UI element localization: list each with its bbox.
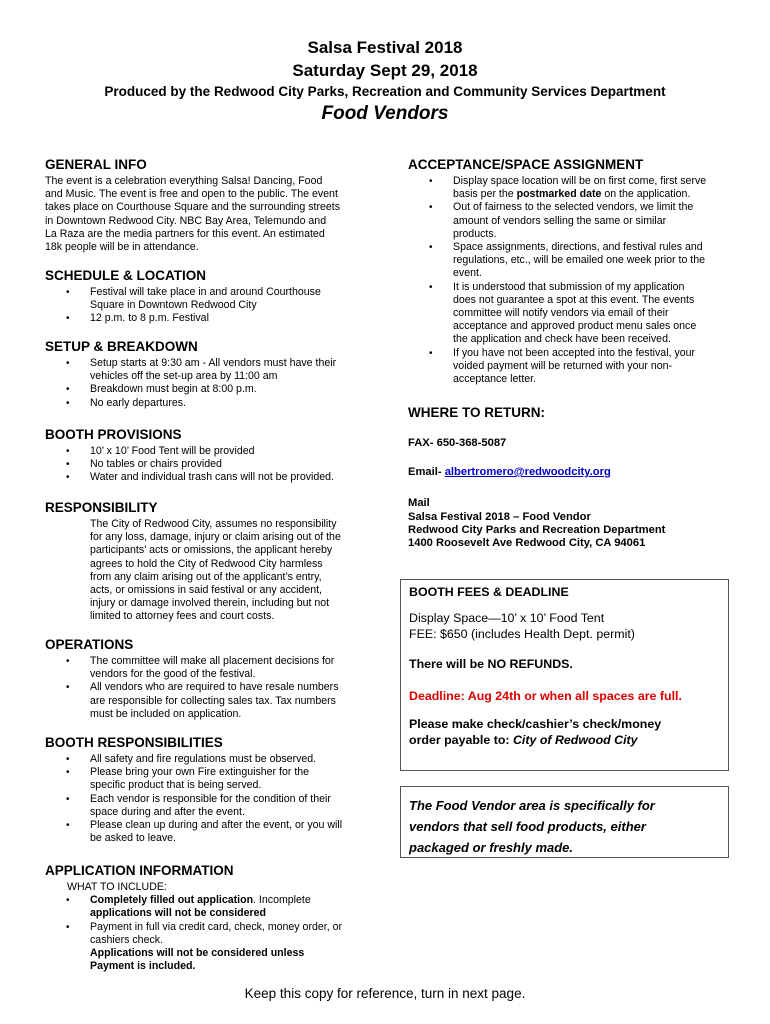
item-line: • Space assignments, directions, and festival rules and xyxy=(453,241,703,254)
category-title: Food Vendors xyxy=(321,103,449,124)
note-line: The Food Vendor area is specifically for xyxy=(409,798,655,813)
payable-label: order payable to: xyxy=(409,733,513,747)
item-line: • Festival will take place in and around Courthouse xyxy=(90,286,321,298)
application-heading: APPLICATION INFORMATION xyxy=(45,863,234,878)
item-line: • Setup starts at 9:30 am - All vendors must have their xyxy=(90,357,337,369)
page-title: Salsa Festival 2018 xyxy=(307,38,463,57)
general-info-heading: GENERAL INFO xyxy=(45,157,147,172)
responsibility-line: acts, or omissions in said festival or any accident, xyxy=(90,584,322,597)
item-line: committee will notify vendors via email of their xyxy=(453,307,669,320)
schedule-heading: SCHEDULE & LOCATION xyxy=(45,268,206,283)
list-item xyxy=(45,471,395,484)
email-line xyxy=(408,466,730,479)
responsibility-line: participants’ acts or omissions, the applicant hereby xyxy=(90,544,333,557)
item-line: • It is understood that submission of my application xyxy=(453,280,685,293)
item-line: the application and check have been received. xyxy=(453,333,671,346)
item-line: • All safety and fire regulations must be observed. xyxy=(90,753,317,765)
list-item xyxy=(408,347,730,387)
general-info-line: 18k people will be in attendance. xyxy=(45,241,199,254)
list-item xyxy=(45,681,395,721)
list-item xyxy=(45,397,395,410)
list-item xyxy=(45,819,395,845)
general-info-section xyxy=(45,157,395,254)
list-item xyxy=(45,383,395,396)
list-item xyxy=(45,793,395,819)
responsibility-heading: RESPONSIBILITY xyxy=(45,500,158,515)
general-info-line: takes place on Courthouse Square and the surrounding streets xyxy=(45,201,341,214)
mail-label: Mail xyxy=(408,497,430,510)
item-text: . Incomplete xyxy=(253,894,311,907)
item-line: • Each vendor is responsible for the condition of their xyxy=(90,792,331,805)
note-line: vendors that sell food products, either xyxy=(409,819,646,834)
item-line: • The committee will make all placement decisions for xyxy=(90,655,335,667)
item-line: Applications will not be considered unless xyxy=(90,947,305,960)
item-text: basis per the xyxy=(453,188,517,201)
list-item xyxy=(408,281,730,347)
application-section xyxy=(45,863,395,973)
mail-address-line: 1400 Roosevelt Ave Redwood City, CA 94061 xyxy=(408,537,646,550)
list-item xyxy=(45,766,395,792)
list-item xyxy=(45,894,395,920)
no-refunds: There will be NO REFUNDS. xyxy=(409,657,573,671)
item-line: • No early departures. xyxy=(90,396,186,409)
item-line: Payment is included. xyxy=(90,960,196,973)
list-item xyxy=(408,201,730,241)
item-line: • No tables or chairs provided xyxy=(90,458,222,471)
payable-name: City of Redwood City xyxy=(512,733,638,747)
item-line: • All vendors who are required to have resale numbers xyxy=(90,681,339,694)
item-line: cashiers check. xyxy=(90,933,164,946)
footer-note: Keep this copy for reference, turn in next page. xyxy=(244,986,526,1001)
item-line: are responsible for collecting sales tax. Tax numbers xyxy=(90,694,336,707)
item-line: vehicles off the set-up area by 11:00 am xyxy=(90,370,278,383)
item-line: space during and after the event. xyxy=(90,805,245,818)
list-item xyxy=(45,286,395,312)
item-line: Square in Downtown Redwood City xyxy=(90,299,257,312)
general-info-line: in Downtown Redwood City. NBC Bay Area, Telemundo and xyxy=(45,214,327,227)
return-heading: WHERE TO RETURN: xyxy=(408,405,545,420)
responsibility-line: from any claim arising out of the applicant’s entry, xyxy=(90,570,322,583)
deadline-text: Deadline: Aug 24th or when all spaces are full. xyxy=(409,689,682,703)
operations-section xyxy=(45,637,395,721)
item-line: • Water and individual trash cans will not be provided. xyxy=(90,471,334,484)
list-item xyxy=(45,312,395,325)
email-link[interactable]: albertromero@redwoodcity.org xyxy=(444,466,611,479)
item-line: be asked to leave. xyxy=(90,832,176,845)
payable-line: Please make check/cashier’s check/money xyxy=(409,717,662,731)
operations-heading: OPERATIONS xyxy=(45,637,134,652)
item-line: voided payment will be returned with your non- xyxy=(453,359,673,372)
general-info-line: and Music. The event is free and open to the public. The event xyxy=(45,188,338,201)
item-line: must be included on application. xyxy=(90,707,242,720)
item-line xyxy=(90,894,395,907)
food-vendor-note-box xyxy=(400,786,729,858)
what-to-include-label: WHAT TO INCLUDE: xyxy=(67,881,167,893)
item-text: Completely filled out application xyxy=(90,894,254,907)
list-item xyxy=(408,241,730,281)
item-line: • Display space location will be on first come, first serve xyxy=(453,175,707,187)
setup-section xyxy=(45,339,395,410)
item-text: on the application. xyxy=(601,188,691,201)
item-line: • 10’ x 10’ Food Tent will be provided xyxy=(90,445,255,457)
email-label: Email- xyxy=(408,466,445,479)
producer-line: Produced by the Redwood City Parks, Recreation and Community Services Department xyxy=(104,84,666,99)
return-section xyxy=(408,405,730,550)
item-line: regulations, etc., will be emailed one week prior to the xyxy=(453,254,706,267)
item-line: vendors for the good of the festival. xyxy=(90,668,256,681)
item-line: • 12 p.m. to 8 p.m. Festival xyxy=(90,312,209,325)
item-line: acceptance letter. xyxy=(453,373,537,386)
general-info-line: La Raza are the media partners for this event. An estimated xyxy=(45,227,325,240)
acceptance-heading: ACCEPTANCE/SPACE ASSIGNMENT xyxy=(408,157,644,172)
item-line: • Please clean up during and after the event, or you will xyxy=(90,819,343,832)
provisions-section xyxy=(45,427,395,485)
list-item xyxy=(45,921,395,974)
fee-amount: FEE: $650 (includes Health Dept. permit) xyxy=(409,627,635,641)
responsibility-line: limited to attorney fees and court costs. xyxy=(90,610,275,623)
mail-address-line: Salsa Festival 2018 – Food Vendor xyxy=(408,510,591,523)
responsibility-line: for any loss, damage, injury or claim arising out of the xyxy=(90,531,341,544)
responsibility-line: The City of Redwood City, assumes no responsibility xyxy=(90,518,337,530)
item-line: • If you have not been accepted into the festival, your xyxy=(453,346,696,359)
provisions-heading: BOOTH PROVISIONS xyxy=(45,427,182,442)
payable-line xyxy=(409,732,720,748)
item-line: products. xyxy=(453,227,497,240)
note-line: packaged or freshly made. xyxy=(409,840,574,855)
schedule-section xyxy=(45,268,395,326)
list-item xyxy=(408,175,730,201)
acceptance-section xyxy=(408,157,730,386)
event-date: Saturday Sept 29, 2018 xyxy=(292,61,478,80)
item-line: • Payment in full via credit card, check, money order, or xyxy=(90,920,343,933)
list-item xyxy=(45,445,395,458)
item-line: • Please bring your own Fire extinguisher for the xyxy=(90,766,310,779)
responsibility-section xyxy=(45,500,395,624)
responsibility-line: injury or damage involved therein, including but not xyxy=(90,597,330,610)
item-line: event. xyxy=(453,267,482,280)
list-item xyxy=(45,753,395,766)
item-line: amount of vendors selling the same or similar xyxy=(453,214,667,227)
setup-heading: SETUP & BREAKDOWN xyxy=(45,339,198,354)
list-item xyxy=(45,655,395,681)
item-line: does not guarantee a spot at this event. The events xyxy=(453,293,695,306)
item-text: postmarked date xyxy=(516,188,602,201)
list-item xyxy=(45,458,395,471)
booth-responsibilities-section xyxy=(45,735,395,845)
item-line: specific product that is being served. xyxy=(90,779,262,792)
item-line: • Out of fairness to the selected vendors, we limit the xyxy=(453,201,694,214)
list-item xyxy=(45,357,395,383)
booth-responsibilities-heading: BOOTH RESPONSIBILITIES xyxy=(45,735,223,750)
item-line: • Breakdown must begin at 8:00 p.m. xyxy=(90,383,257,396)
display-space: Display Space—10’ x 10’ Food Tent xyxy=(409,611,605,625)
item-line: acceptance and approved product menu sales once xyxy=(453,320,697,333)
general-info-line: The event is a celebration everything Salsa! Dancing, Food xyxy=(45,175,323,187)
mail-address-line: Redwood City Parks and Recreation Department xyxy=(408,523,666,536)
item-line: applications will not be considered xyxy=(90,907,267,920)
booth-fees-box xyxy=(400,579,729,771)
fax-number: FAX- 650-368-5087 xyxy=(408,437,507,449)
responsibility-line: agrees to hold the City of Redwood City harmless xyxy=(90,557,323,570)
booth-fees-heading: BOOTH FEES & DEADLINE xyxy=(409,585,569,599)
item-line xyxy=(453,188,730,201)
